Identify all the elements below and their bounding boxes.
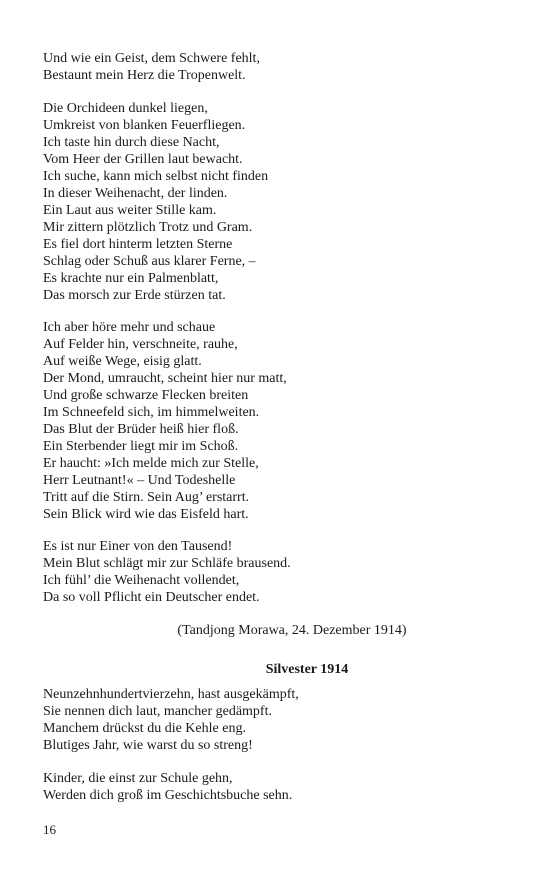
poem-line: Vom Heer der Grillen laut bewacht. <box>43 152 243 167</box>
next-poem-stanza-2 <box>43 770 513 804</box>
poem-line: Im Schneefeld sich, im himmelweiten. <box>43 405 260 420</box>
poem-line: In dieser Weihenacht, der linden. <box>43 186 228 201</box>
poem-dateline: (Tandjong Morawa, 24. Dezember 1914) <box>177 623 407 638</box>
poem-line: Neunzehnhundertvierzehn, hast ausgekämpft, <box>43 687 299 702</box>
poem-line: Da so voll Pflicht ein Deutscher endet. <box>43 590 260 605</box>
poem-line: Der Mond, umraucht, scheint hier nur matt, <box>43 371 287 386</box>
poem-line: Das morsch zur Erde stürzen tat. <box>43 288 226 303</box>
poem-line: Ein Sterbender liegt mir im Schoß. <box>43 439 239 454</box>
stanza-1 <box>43 50 513 84</box>
poem-line: Ich taste hin durch diese Nacht, <box>43 135 220 150</box>
poem-line: Auf Felder hin, verschneite, rauhe, <box>43 337 238 352</box>
stanza-2 <box>43 100 513 304</box>
poem-line: Sein Blick wird wie das Eisfeld hart. <box>43 507 249 522</box>
poem-line: Es fiel dort hinterm letzten Sterne <box>43 237 233 252</box>
poem-line: Werden dich groß im Geschichtsbuche sehn. <box>43 788 293 803</box>
poem-title: Silvester 1914 <box>265 662 349 677</box>
poem-line: Mir zittern plötzlich Trotz und Gram. <box>43 220 253 235</box>
poem-line: Blutiges Jahr, wie warst du so streng! <box>43 738 253 753</box>
poem-line: Bestaunt mein Herz die Tropenwelt. <box>43 68 246 83</box>
poem-line: Die Orchideen dunkel liegen, <box>43 101 208 116</box>
poem-line: Sie nennen dich laut, mancher gedämpft. <box>43 704 272 719</box>
poem-line: Und große schwarze Flecken breiten <box>43 388 249 403</box>
stanza-4 <box>43 538 513 606</box>
poem-line: Ein Laut aus weiter Stille kam. <box>43 203 217 218</box>
poem-line: Ich fühl’ die Weihenacht vollendet, <box>43 573 240 588</box>
page-number: 16 <box>43 822 56 837</box>
poem-line: Umkreist von blanken Feuerfliegen. <box>43 118 246 133</box>
poem-line: Das Blut der Brüder heiß hier floß. <box>43 422 239 437</box>
poem-line: Auf weiße Wege, eisig glatt. <box>43 354 202 369</box>
poem-line: Es krachte nur ein Palmenblatt, <box>43 271 219 286</box>
next-poem-stanza-1 <box>43 686 513 754</box>
poem-line: Kinder, die einst zur Schule gehn, <box>43 771 233 786</box>
poem-line: Ich aber höre mehr und schaue <box>43 320 216 335</box>
poem-line: Ich suche, kann mich selbst nicht finden <box>43 169 269 184</box>
poem-line: Herr Leutnant!« – Und Todeshelle <box>43 473 236 488</box>
stanza-3 <box>43 319 513 523</box>
poem-line: Tritt auf die Stirn. Sein Aug’ erstarrt. <box>43 490 250 505</box>
poem-line: Er haucht: »Ich melde mich zur Stelle, <box>43 456 259 471</box>
poem-line: Es ist nur Einer von den Tausend! <box>43 539 233 554</box>
poem-line: Schlag oder Schuß aus klarer Ferne, – <box>43 254 256 269</box>
poem-line: Manchem drückst du die Kehle eng. <box>43 721 246 736</box>
poem-line: Und wie ein Geist, dem Schwere fehlt, <box>43 51 260 66</box>
poem-line: Mein Blut schlägt mir zur Schläfe brausend. <box>43 556 291 571</box>
